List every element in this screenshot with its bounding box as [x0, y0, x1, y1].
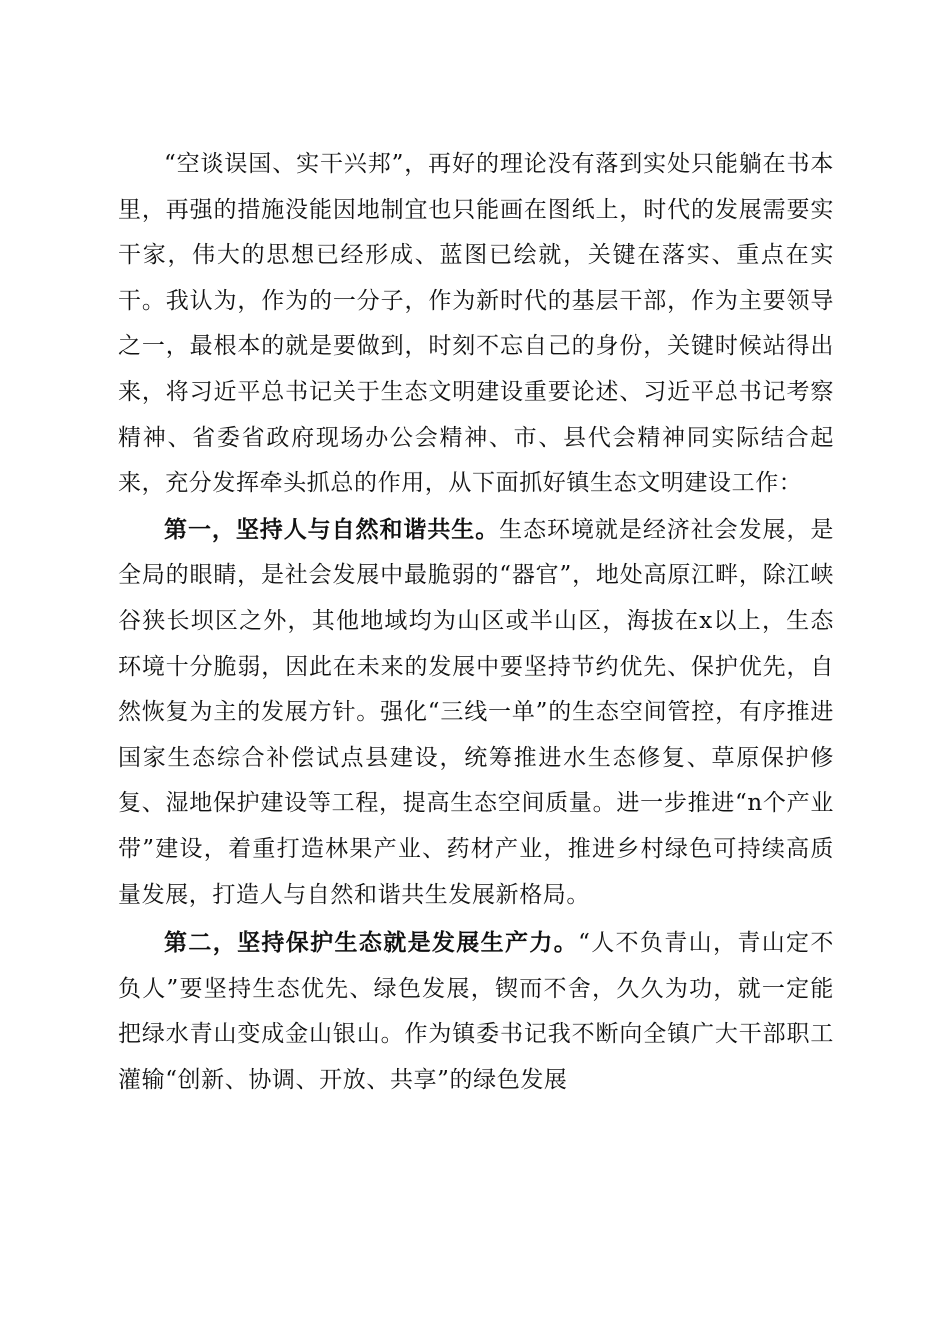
paragraph-intro — [118, 142, 834, 507]
paragraph-first-point-heading: 第一，坚持人与自然和谐共生。 — [164, 515, 500, 543]
paragraph-second-point — [118, 920, 834, 1103]
paragraph-first-point — [118, 507, 834, 918]
document-body — [118, 142, 834, 1103]
paragraph-second-point-text: “人不负青山，青山定不负人”要坚持生态优先、绿色发展，锲而不舍，久久为功，就一定能把绿水青山变成金山银山。作为镇委书记我不断向全镇广大干部职工灌输“创新、协调、开放、共享”的绿色发展 — [118, 930, 835, 1093]
paragraph-intro-text: “空谈误国、实干兴邦”，再好的理论没有落到实处只能躺在书本里，再强的措施没能因地制宜也只能画在图纸上，时代的发展需要实干家，伟大的思想已经形成、蓝图已绘就，关键在落实、重点在实干。我认为，作为的一分子，作为新时代的基层干部，作为主要领导之一，最根本的就是要做到，时刻不忘自己的身份，关键时候站得出来，将习近平总书记关于生态文明建设重要论述、习近平总书记考察精神、省委省政府现场办公会精神、市、县代会精神同实际结合起来，充分发挥牵头抓总的作用，从下面抓好镇生态文明建设工作： — [118, 151, 834, 497]
paragraph-second-point-heading: 第二，坚持保护生态就是发展生产力。 — [164, 929, 579, 957]
paragraph-first-point-text: 生态环境就是经济社会发展，是全局的眼睛，是社会发展中最脆弱的“器官”，地处高原江畔，除江峡谷狭长坝区之外，其他地域均为山区或半山区，海拔在x以上，生态环境十分脆弱，因此在未来的发展中要坚持节约优先、保护优先，自然恢复为主的发展方针。强化“三线一单”的生态空间管控，有序推进国家生态综合补偿试点县建设，统筹推进水生态修复、草原保护修复、湿地保护建设等工程，提高生态空间质量。进一步推进“n个产业带”建设，着重打造林果产业、药材产业，推进乡村绿色可持续高质量发展，打造人与自然和谐共生发展新格局。 — [118, 516, 834, 908]
